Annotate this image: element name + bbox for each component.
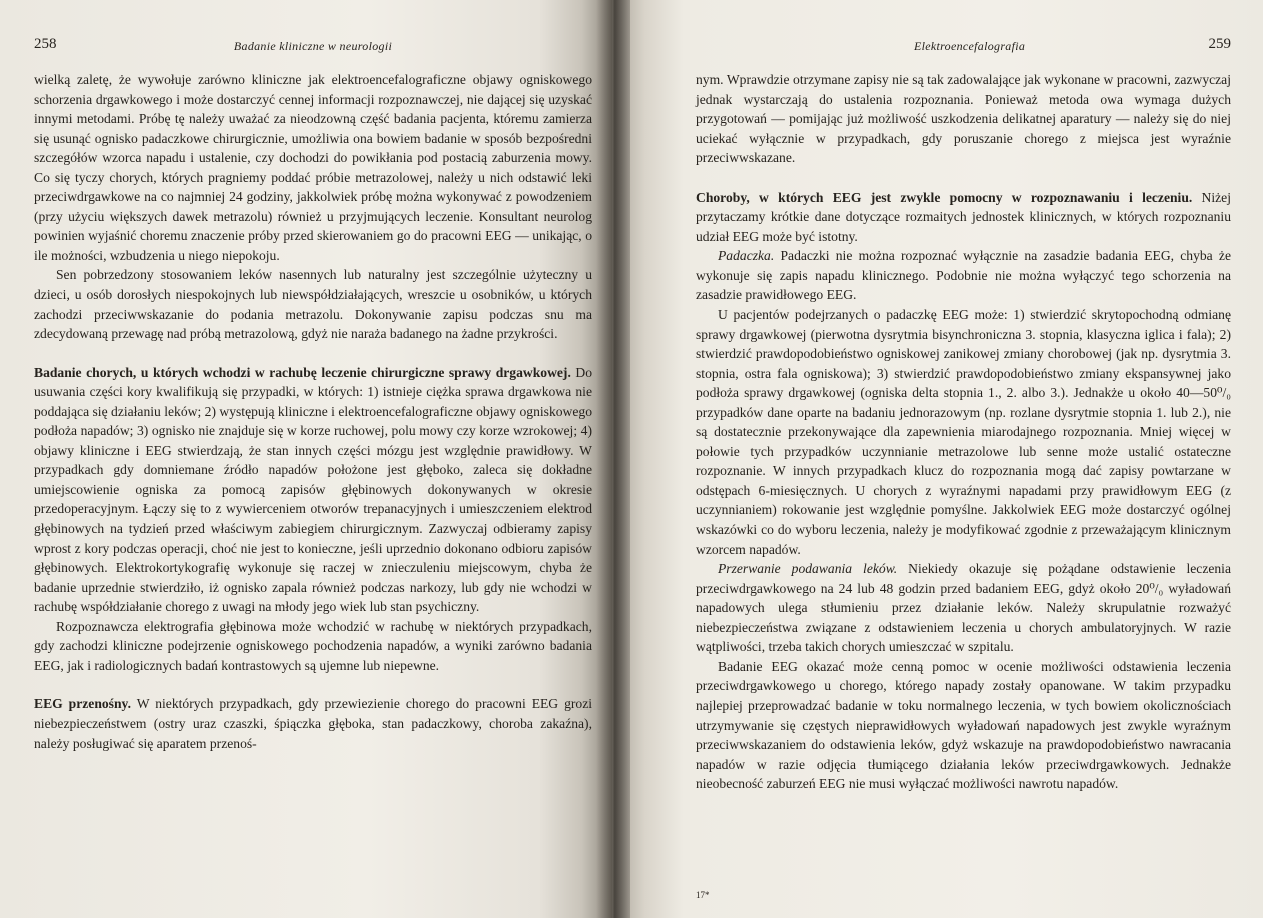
- signature-mark: 17*: [696, 890, 710, 900]
- paragraph: Przerwanie podawania leków. Niekiedy okazuje się pożądane odstawienie leczenia przeciwdrgawkowego na 24 lub 48 godzin przed badaniem EEG, gdyż około 20⁰/₀ wyładowań napadowych ulega stłumieniu przez działanie leków. Należy skrupulatnie rozważyć niebezpieczeństwa związane z odstawieniem leczenia u chorych ambulatoryjnych. W razie wątpliwości, trzeba takich chorych umieszczać w szpitalu.: [696, 561, 1231, 655]
- subheading: Przerwanie podawania leków.: [718, 561, 898, 577]
- right-page-body: [696, 70, 1231, 794]
- left-page-number: 258: [34, 36, 57, 52]
- section-heading: EEG przenośny.: [34, 696, 131, 712]
- paragraph: Rozpoznawcza elektrografia głębinowa może wchodzić w rachubę w niektórych przypadkach, gdy zachodzi kliniczne podejrzenie ogniskowego pochodzenia napadów, a wyniki zarówno badania EEG, jak i radiologicznych badań kontrastowych są ujemne lub niepewne.: [34, 618, 592, 673]
- right-running-head: Elektroencefalografia: [914, 39, 1026, 53]
- section-paragraph: EEG przenośny. W niektórych przypadkach, gdy przewiezienie chorego do pracowni EEG grozi niebezpieczeństwem (ostry uraz czaszki, śpiączka głęboka, stan padaczkowy, choroba zakaźna), należy posługiwać się aparatem przenoś-: [34, 696, 593, 751]
- right-page-number: 259: [1208, 36, 1231, 52]
- right-page-header: [696, 36, 1231, 56]
- section-paragraph: Choroby, w których EEG jest zwykle pomocny w rozpoznawaniu i leczeniu. Niżej przytaczamy krótkie dane dotyczące rozmaitych jednostek klinicznych, w których rozpoznaniu udział EEG może być istotny.: [696, 189, 1231, 244]
- paragraph: nym. Wprawdzie otrzymane zapisy nie są tak zadowalające jak wykonane w pracowni, zazwyczaj jednak wystarczają do ustalenia rozpoznania. Ponieważ metoda owa wymaga dużych przygotowań — pomijając już możliwość uszkodzenia delikatnej aparatury — należy się do niej uciekać wyłącznie w przypadkach, gdy poruszanie chorego z miejsca jest wyraźnie przeciwwskazane.: [696, 72, 1231, 166]
- paragraph: Sen pobrzedzony stosowaniem leków nasennych lub naturalny jest szczególnie użyteczny u dzieci, u osób dorosłych niespokojnych lub niewspółdziałających, wreszcie u osobników, u których zachodzi przeciwwskazanie do podania metrazolu. Dokonywanie zapisu podczas snu ma zdecydowaną przewagę nad próbą metrazolową, gdyż nie naraża badanego na żadne przykrości.: [34, 267, 592, 342]
- right-page: [612, 0, 1263, 918]
- paragraph: U pacjentów podejrzanych o padaczkę EEG może: 1) stwierdzić skrytopochodną odmianę sprawy drgawkowej (pierwotna dysrytmia bisynchroniczna 3. stopnia, klasyczna iglica i fala); 2) stwierdzić prawdopodobieństwo ogniskowej zanikowej zmiany chorobowej (jak np. dysrytmia 3. stopnia, ostra fala ogniskowa); 3) stwierdzić prawdopodobieństwo zmiany ekspansywnej jako podłoża sprawy drgawkowej (ogniska delta stopnia 1., 2. albo 3.). Jednakże u około 40—50⁰/₀ przypadków dane oparte na badaniu jednorazowym (np. rozlane dysrytmie stopnia 1. lub 2.), nie są dostatecznie przekonywające dla zapewnienia miarodajnego rozpoznania. Mniej więcej w połowie tych przypadków uczynnianie metrazolowe lub senne może ustalić ostateczne rozpoznanie. W innych przypadkach klucz do rozpoznania mogą dać zapisy powtarzane w odstępach 6-miesięcznych. U chorych z wyraźnymi napadami przy prawidłowym EEG (z uczynnianiem) rokowanie jest względnie pomyślne. Jakkolwiek EEG może dostarczyć ogólnej wskazówki co do wyboru leczenia, należy je modyfikować zgodnie z przeważającym klinicznym wzorcem napadów.: [696, 307, 1231, 557]
- subheading: Padaczka.: [718, 248, 775, 264]
- left-page: [0, 0, 612, 918]
- section-heading: Badanie chorych, u których wchodzi w rachubę leczenie chirurgiczne sprawy drgawkowej.: [34, 364, 571, 380]
- left-running-head: Badanie kliniczne w neurologii: [233, 39, 393, 53]
- section-heading: Choroby, w których EEG jest zwykle pomocny w rozpoznawaniu i leczeniu.: [696, 189, 1193, 205]
- paragraph: Badanie EEG okazać może cenną pomoc w ocenie możliwości odstawienia leczenia przeciwdrgawkowego u chorego, którego napady zostały opanowane. W takim przypadku najlepiej przeprowadzać badanie w toku normalnego leczenia, w tych bowiem okolicznościach utrzymywanie się częstych nieprawidłowych wyładowań napadowych jest zwykle wyraźnym przeciwwskazaniem do odstawienia leków, gdyż wskazuje na prawdopodobieństwo nawracania napadów w razie odjęcia tłumiącego działania leków przeciwdrgawkowych. Jednakże nieobecność zaburzeń EEG nie musi wyłączać możliwości nawrotu napadów.: [696, 658, 1231, 792]
- book-gutter-shadow: [596, 0, 630, 918]
- left-page-body: [34, 70, 592, 753]
- paragraph: wielką zaletę, że wywołuje zarówno kliniczne jak elektroencefalograficzne objawy ogniskowego schorzenia drgawkowego i może dostarczyć cennej informacji rozpoznawczej, nie dającej się uzyskać innymi metodami. Próbę tę należy uważać za nieodzowną część badania pacjenta, któremu zamierza się usunąć ognisko padaczkowe chirurgicznie, umożliwia ona bowiem badanie w sposób bezpośredni szczegółów wzorca napadu i ustalenie, czy dochodzi do powikłania pod postacią zaburzenia mowy. Co się tyczy chorych, których pragniemy poddać próbie metrazolowej, należy u nich odstawić leki przeciwdrgawkowe na co najmniej 24 godziny, jakkolwiek próbę można wykonywać z powodzeniem (przy użyciu większych dawek metrazolu) również u przyjmujących leczenie. Konsultant neurolog powinien wyjaśnić choremu znaczenie próby przed skierowaniem go do pracowni EEG — unikając, o ile możności, wzbudzenia u niego niepokoju.: [34, 72, 592, 263]
- section-paragraph: Badanie chorych, u których wchodzi w rachubę leczenie chirurgiczne sprawy drgawkowej. Do usuwania części kory kwalifikują się przypadki, w których: 1) istnieje ciężka sprawa drgawkowa nie poddająca się działaniu leków; 2) występują kliniczne i elektroencefalograficzne objawy ogniskowego podłoża napadów; 3) ognisko nie znajduje się w korze ruchowej, polu mowy czy korze wzrokowej; 4) objawy kliniczne i EEG stwierdzają, że stan innych części mózgu jest względnie prawidłowy. W przypadkach gdy domniemane źródło napadów położone jest głęboko, zaleca się dokładne umiejscowienie ogniska za pomocą zapisów głębinowych dokonywanych w okresie przedoperacyjnym. Łączy się to z wywierceniem otworów trepanacyjnych i umieszczeniem elektrod głębinowych na tydzień przed właściwym zabiegiem chirurgicznym. Zazwyczaj odbieramy zapisy wprost z kory podczas operacji, choć nie jest to konieczne, jeśli uprzednio dokonano odbioru zapisów głębinowych. Elektrokortykografię wykonuje się raczej w znieczuleniu miejscowym, chyba że badanie uprzednie stwierdziło, iż ognisko zapala również podczas narkozy, lub gdy nie wchodzi w rachubę współdziałanie chorego z uwagi na młody jego wiek lub stan psychiczny.: [34, 364, 592, 615]
- paragraph: Padaczka. Padaczki nie można rozpoznać wyłącznie na zasadzie badania EEG, chyba że wykonuje się zapis napadu klinicznego. Podobnie nie można wyłączyć tego schorzenia na zasadzie prawidłowego EEG.: [696, 248, 1231, 303]
- left-page-header: [34, 36, 592, 56]
